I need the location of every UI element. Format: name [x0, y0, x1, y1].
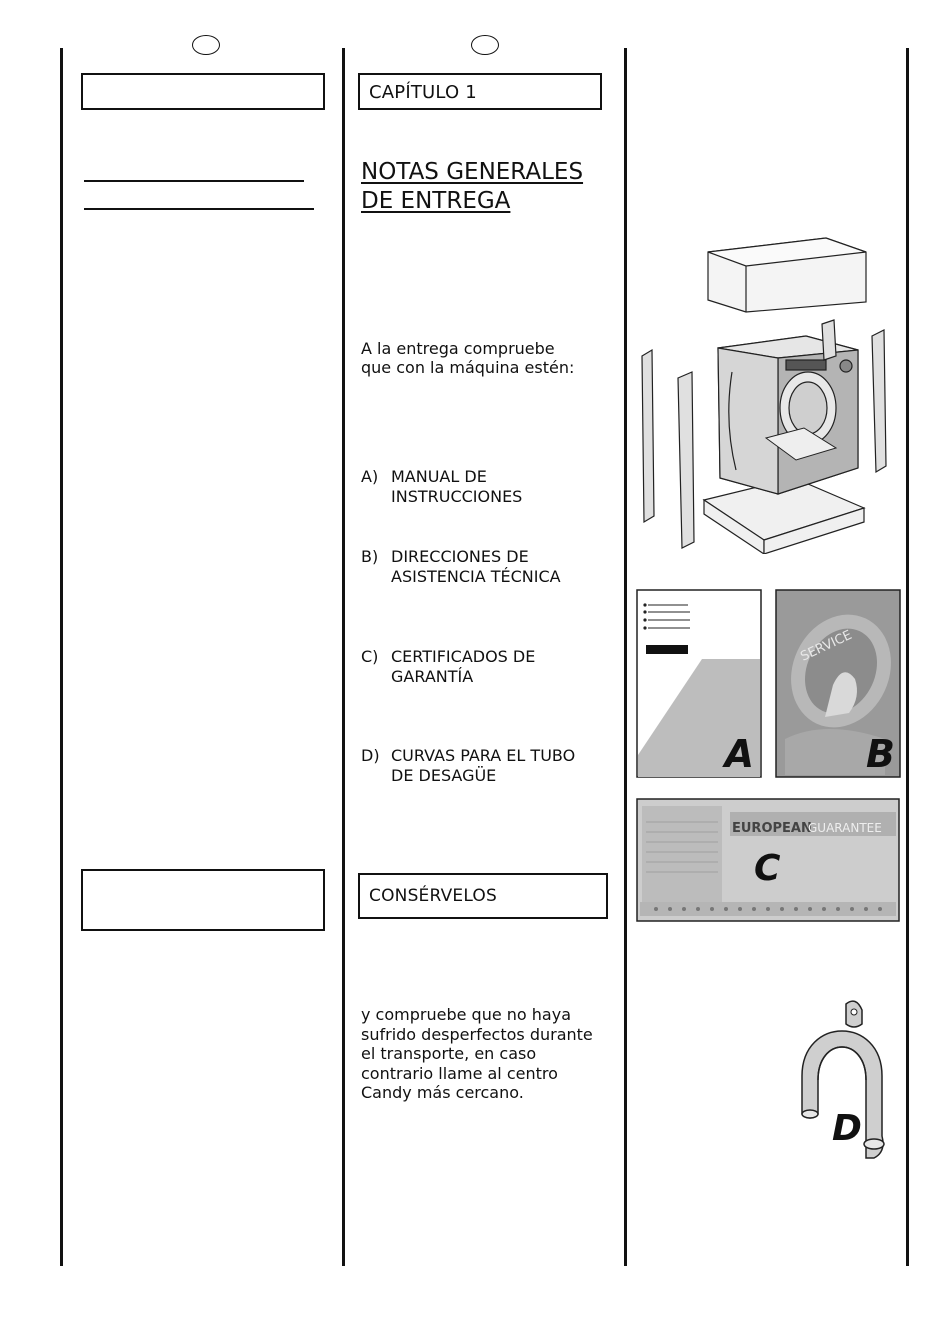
- column-rule-left: [60, 48, 63, 1266]
- label-d: D: [832, 1108, 862, 1149]
- left-keep-box: [81, 869, 325, 931]
- label-a: A: [724, 732, 754, 776]
- column-rule-right: [906, 48, 909, 1266]
- left-chapter-box: [81, 73, 325, 110]
- chapter-box: [358, 73, 602, 110]
- chapter-label: CAPÍTULO 1: [369, 82, 477, 103]
- guarantee-light-text: GUARANTEE: [808, 821, 882, 835]
- language-marker-left: [192, 35, 220, 55]
- packaging-top-cover: [708, 238, 866, 312]
- left-title-rule-2: [84, 208, 314, 210]
- left-title-rule-1: [84, 180, 304, 182]
- label-b: B: [866, 732, 895, 776]
- section-title-line1: NOTAS GENERALES: [361, 159, 584, 185]
- keep-label: CONSÉRVELOS: [369, 886, 497, 906]
- section-title: [361, 158, 583, 216]
- machine-body: [718, 336, 858, 494]
- closing-paragraph: y compruebe que no haya sufrido desperfectos durante el transporte, en caso contrario llame al centro Candy más cercano.: [361, 1005, 593, 1102]
- language-marker-middle: [471, 35, 499, 55]
- section-title-line2: DE ENTREGA: [361, 188, 511, 214]
- service-text: SERVICE: [798, 627, 855, 665]
- label-c: C: [754, 848, 781, 889]
- column-rule-middle-right: [624, 48, 627, 1266]
- service-panel-b: [775, 589, 901, 778]
- guarantee-bold-text: EUROPEAN: [732, 821, 812, 836]
- column-rule-middle-left: [342, 48, 345, 1266]
- guarantee-panel-c: [636, 798, 900, 922]
- washing-machine-illustration: [636, 232, 904, 554]
- manual-panel-a: [636, 589, 762, 778]
- drain-hose-bend-d: [786, 996, 898, 1164]
- keep-box: [358, 873, 608, 919]
- intro-paragraph: A la entrega compruebe que con la máquina estén:: [361, 339, 575, 377]
